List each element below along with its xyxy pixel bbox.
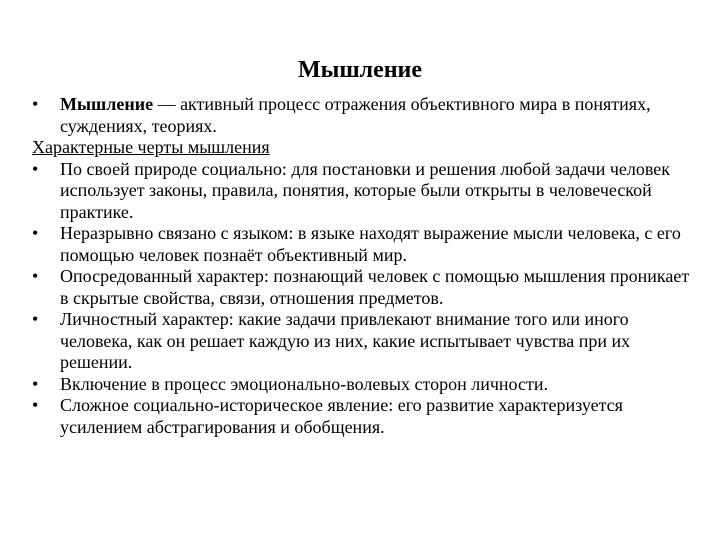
slide-title-text: Мышление [297,57,423,83]
definition-item [32,94,692,137]
feature-text: Сложное социально-историческое явление: его развитие характеризуется усилением абстрагирования и обобщения. [60,395,623,437]
feature-item [32,395,692,438]
bullet-dot: • [32,309,39,329]
feature-text: По своей природе социально: для постановки и решения любой задачи человек использует законы, правила, понятия, которые были открыты в человеческой практике. [60,158,671,222]
slide-title [0,56,720,84]
feature-item [32,266,692,309]
bullet-dot: • [32,158,39,179]
bullet-dot: • [32,266,39,286]
bullet-dot: • [32,223,39,243]
feature-text: Личностный характер: какие задачи привлекают внимание того или иного человека, как он решает каждую из них, какие испытывает чувства при их решении. [60,309,631,372]
bullet-dot: • [32,395,39,415]
feature-item [32,374,692,396]
definition-term: Мышление [60,94,154,114]
definition-text: — активный процесс отражения объективного мира в понятиях, суждениях, теориях. [60,94,651,136]
feature-text: Включение в процесс эмоционально-волевых сторон личности. [60,373,548,394]
feature-item [32,223,692,266]
feature-item [32,309,692,374]
bullet-dot: • [32,94,39,114]
bullet-dot: • [32,373,39,394]
features-heading: Характерные черты мышления [32,137,270,157]
feature-text: Опосредованный характер: познающий человек с помощью мышления проникает в скрытые свойства, связи, отношения предметов. [60,266,690,308]
feature-item [32,159,692,224]
slide-content [32,94,692,438]
feature-text: Неразрывно связано с языком: в языке находят выражение мысли человека, с его помощью человек познаёт объективный мир. [60,223,681,265]
